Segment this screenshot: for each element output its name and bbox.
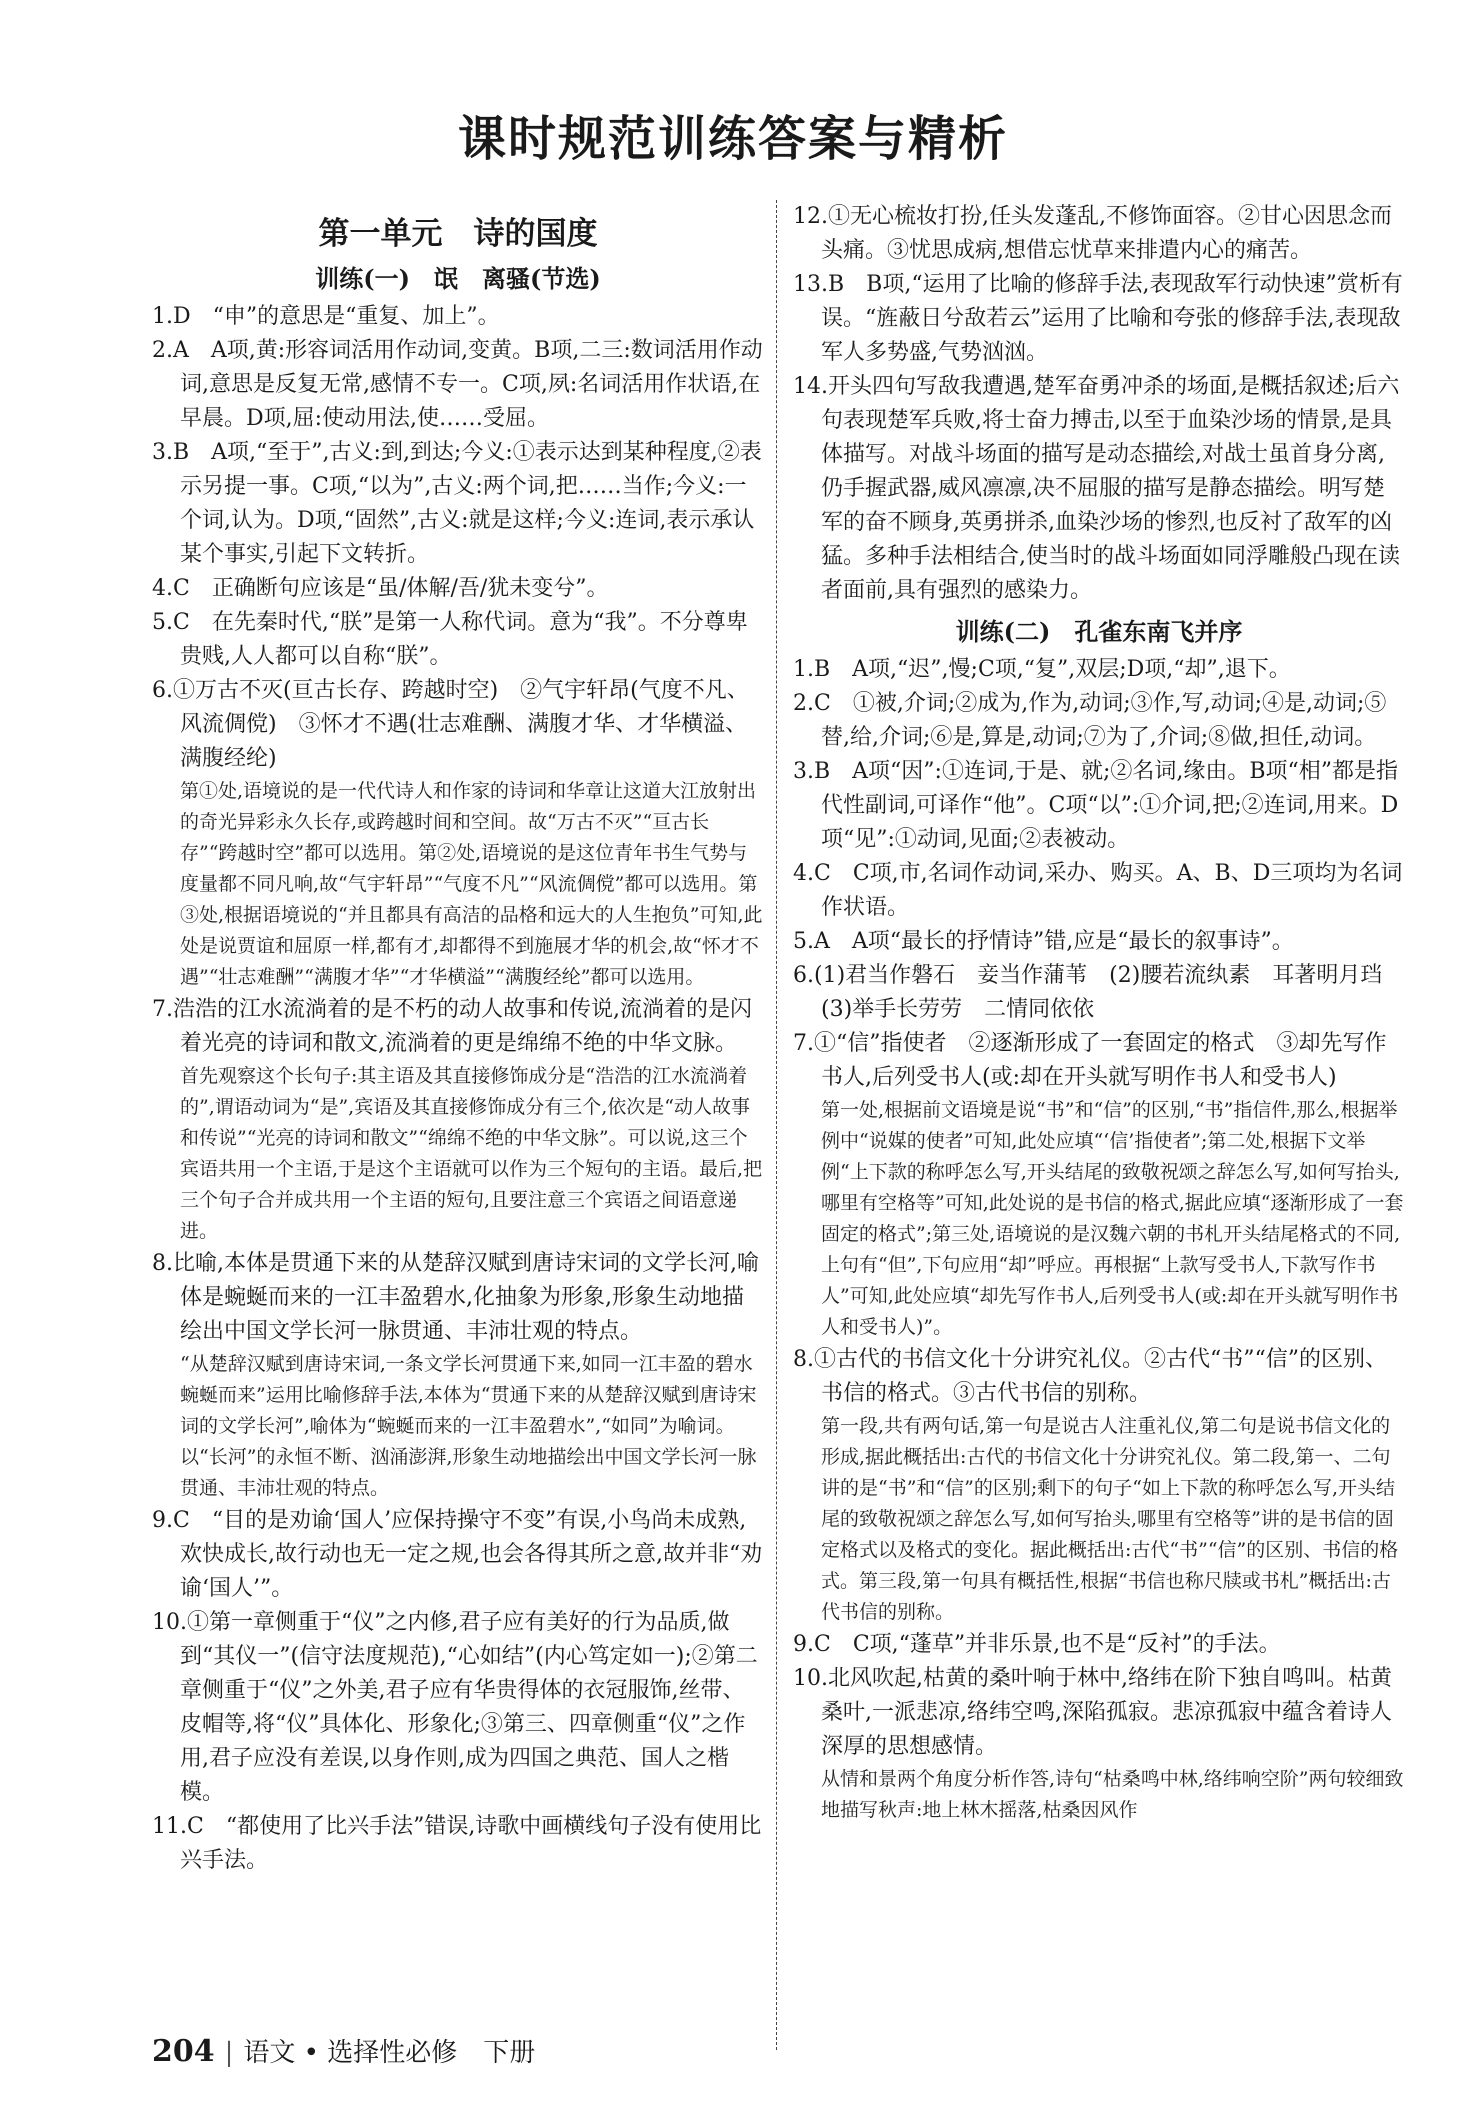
answer-item: 3.B A项“因”:①连词,于是、就;②名词,缘由。B项“相”都是指代性副词,可译作“他”。C项“以”:①介词,把;②连词,用来。D项“见”:①动词,见面;②表被动。 (793, 759, 1399, 852)
answer-item: 7.①“信”指使者 ②逐渐形成了一套固定的格式 ③却先写作书人,后列受书人(或:却在开头就写明作书人和受书人) (793, 1031, 1387, 1090)
column-divider (776, 200, 777, 2050)
answer-item: 11.C “都使用了比兴手法”错误,诗歌中画横线句子没有使用比兴手法。 (152, 1814, 762, 1873)
answer-explanation: 第一段,共有两句话,第一句是说古人注重礼仪,第二句是说书信文化的形成,据此概括出:古代的书信文化十分讲究礼仪。第二段,第一、二句讲的是“书”和“信”的区别;剩下的句子“如上下款的称呼怎么写,开头结尾的致敬祝颂之辞怎么写,如何写抬头,哪里有空格等”讲的是书信的固定格式以及格式的变化。据此概括出:古代“书”“信”的区别、书信的格式。第三段,第一句具有概括性,根据“书信也称尺牍或书札”概括出:古代书信的别称。 (821, 1415, 1399, 1623)
answer-list (793, 200, 1405, 608)
answer-item: 10.①第一章侧重于“仪”之内修,君子应有美好的行为品质,做到“其仪一”(信守法度规范),“心如结”(内心笃定如一);②第二章侧重于“仪”之外美,君子应有华贵得体的衣冠服饰,丝带、皮帽等,将“仪”具体化、形象化;③第三、四章侧重“仪”之作用,君子应没有差误,以身作则,成为四国之典范、国人之楷模。 (152, 1610, 758, 1805)
answer-item: 2.A A项,黄:形容词活用作动词,变黄。B项,二三:数词活用作动词,意思是反复无常,感情不专一。C项,夙:名词活用作状语,在早晨。D项,屈:使动用法,使……受屈。 (152, 338, 763, 431)
right-column (793, 200, 1405, 1826)
answer-item: 9.C C项,“蓬草”并非乐景,也不是“反衬”的手法。 (793, 1632, 1281, 1657)
answer-explanation: 从情和景两个角度分析作答,诗句“枯桑鸣中林,络纬响空阶”两句较细致地描写秋声:地上林木摇落,枯桑因风作 (821, 1768, 1404, 1821)
section-title: 训练(二) 孔雀东南飞并序 (955, 617, 1243, 646)
book-name: 语文 • 选择性必修 下册 (243, 2038, 536, 2068)
answer-item: 7.浩浩的江水流淌着的是不朽的动人故事和传说,流淌着的是闪着光亮的诗词和散文,流淌着的更是绵绵不绝的中华文脉。 (152, 997, 752, 1056)
answer-explanation: “从楚辞汉赋到唐诗宋词,一条文学长河贯通下来,如同一江丰盈的碧水蜿蜒而来”运用比喻修辞手法,本体为“贯通下来的从楚辞汉赋到唐诗宋词的文学长河”,喻体为“蜿蜒而来的一江丰盈碧水”,“如同”为喻词。以“长河”的永恒不断、汹涌澎湃,形象生动地描绘出中国文学长河一脉贯通、丰沛壮观的特点。 (180, 1353, 757, 1499)
answer-item: 4.C C项,市,名词作动词,采办、购买。A、B、D三项均为名词作状语。 (793, 861, 1403, 920)
answer-item: 5.A A项“最长的抒情诗”错,应是“最长的叙事诗”。 (793, 929, 1294, 954)
left-column (152, 200, 764, 1878)
answer-explanation: 首先观察这个长句子:其主语及其直接修饰成分是“浩浩的江水流淌着的”,谓语动词为“是”,宾语及其直接修饰成分有三个,依次是“动人故事和传说”“光亮的诗词和散文”“绵绵不绝的中华文脉”。可以说,这三个宾语共用一个主语,于是这个主语就可以作为三个短句的主语。最后,把三个句子合并成共用一个主语的短句,且要注意三个宾语之间语意递进。 (180, 1065, 763, 1242)
answer-item: 12.①无心梳妆打扮,任头发蓬乱,不修饰面容。②甘心因思念而头痛。③忧思成病,想借忘忧草来排遣内心的痛苦。 (793, 204, 1392, 263)
answer-item: 8.①古代的书信文化十分讲究礼仪。②古代“书”“信”的区别、书信的格式。③古代书信的别称。 (793, 1347, 1387, 1406)
answer-explanation: 第①处,语境说的是一代代诗人和作家的诗词和华章让这道大江放射出的奇光异彩永久长存,或跨越时间和空间。故“万古不灭”“亘古长存”“跨越时空”都可以选用。第②处,语境说的是这位青年书生气势与度量都不同凡响,故“气宇轩昂”“气度不凡”“风流倜傥”都可以选用。第③处,根据语境说的“并且都具有高洁的品格和远大的人生抱负”可知,此处是说贾谊和屈原一样,都有才,却都得不到施展才华的机会,故“怀才不遇”“壮志难酬”“满腹才华”“才华横溢”“满腹经纶”都可以选用。 (180, 780, 763, 988)
footer-separator: | (224, 2038, 234, 2068)
answer-item: 6.①万古不灭(亘古长存、跨越时空) ②气宇轩昂(气度不凡、风流倜傥) ③怀才不遇(壮志难酬、满腹才华、才华横溢、满腹经纶) (152, 678, 749, 771)
answer-item: 13.B B项,“运用了比喻的修辞手法,表现敌军行动快速”赏析有误。“旌蔽日兮敌若云”运用了比喻和夸张的修辞手法,表现敌军人多势盛,气势汹汹。 (793, 272, 1403, 365)
answer-item: 3.B A项,“至于”,古义:到,到达;今义:①表示达到某种程度,②表示另提一事。C项,“以为”,古义:两个词,把……当作;今义:一个词,认为。D项,“固然”,古义:就是这样;今义:连词,表示承认某个事实,引起下文转折。 (152, 440, 762, 567)
answer-item: 2.C ①被,介词;②成为,作为,动词;③作,写,动词;④是,动词;⑤替,给,介词;⑥是,算是,动词;⑦为了,介词;⑧做,担任,动词。 (793, 691, 1387, 750)
answer-item: 9.C “目的是劝谕‘国人’应保持操守不变”有误,小鸟尚未成熟,欢快成长,故行动也无一定之规,也会各得其所之意,故并非“劝谕‘国人’”。 (152, 1508, 763, 1601)
page-footer (152, 2032, 535, 2069)
answer-list (152, 300, 764, 1878)
answer-item: 6.(1)君当作磐石 妾当作蒲苇 (2)腰若流纨素 耳著明月珰 (3)举手长劳劳 二情同依依 (793, 963, 1405, 1022)
answer-item: 4.C 正确断句应该是“虽/体解/吾/犹未变兮”。 (152, 576, 609, 601)
answer-list (793, 653, 1405, 1826)
answer-explanation: 第一处,根据前文语境是说“书”和“信”的区别,“书”指信件,那么,根据举例中“说媒的使者”可知,此处应填“‘信’指使者”;第二处,根据下文举例“上下款的称呼怎么写,开头结尾的致敬祝颂之辞怎么写,如何写抬头,哪里有空格等”可知,此处说的是书信的格式,据此应填“逐渐形成了一套固定的格式”;第三处,语境说的是汉魏六朝的书札开头结尾格式的不同,上句有“但”,下句应用“却”呼应。再根据“上款写受书人,下款写作书人”可知,此处应填“却先写作书人,后列受书人(或:却在开头就写明作书人和受书人)”。 (821, 1099, 1404, 1338)
answer-item: 14.开头四句写敌我遭遇,楚军奋勇冲杀的场面,是概括叙述;后六句表现楚军兵败,将士奋力搏击,以至于血染沙场的情景,是具体描写。对战斗场面的描写是动态描绘,对战士虽首身分离,仍手握武器,威风凛凛,决不屈服的描写是静态描绘。明写楚军的奋不顾身,英勇拼杀,血染沙场的惨烈,也反衬了敌军的凶猛。多种手法相结合,使当时的战斗场面如同浮雕般凸现在读者面前,具有强烈的感染力。 (793, 374, 1400, 603)
page-number: 204 (152, 2034, 215, 2069)
answer-item: 1.D “申”的意思是“重复、加上”。 (152, 304, 500, 329)
answer-item: 8.比喻,本体是贯通下来的从楚辞汉赋到唐诗宋词的文学长河,喻体是蜿蜒而来的一江丰盈碧水,化抽象为形象,形象生动地描绘出中国文学长河一脉贯通、丰沛壮观的特点。 (152, 1251, 759, 1344)
unit-title: 第一单元 诗的国度 (318, 216, 598, 252)
answer-item: 10.北风吹起,枯黄的桑叶响于林中,络纬在阶下独自鸣叫。枯黄桑叶,一派悲凉,络纬空鸣,深陷孤寂。悲凉孤寂中蕴含着诗人深厚的思想感情。 (793, 1666, 1392, 1759)
page-title: 课时规范训练答案与精析 (457, 111, 1008, 167)
answer-item: 5.C 在先秦时代,“朕”是第一人称代词。意为“我”。不分尊卑贵贱,人人都可以自称“朕”。 (152, 610, 748, 669)
section-title: 训练(一) 氓 离骚(节选) (315, 264, 601, 293)
answer-item: 1.B A项,“迟”,慢;C项,“复”,双层;D项,“却”,退下。 (793, 657, 1291, 682)
